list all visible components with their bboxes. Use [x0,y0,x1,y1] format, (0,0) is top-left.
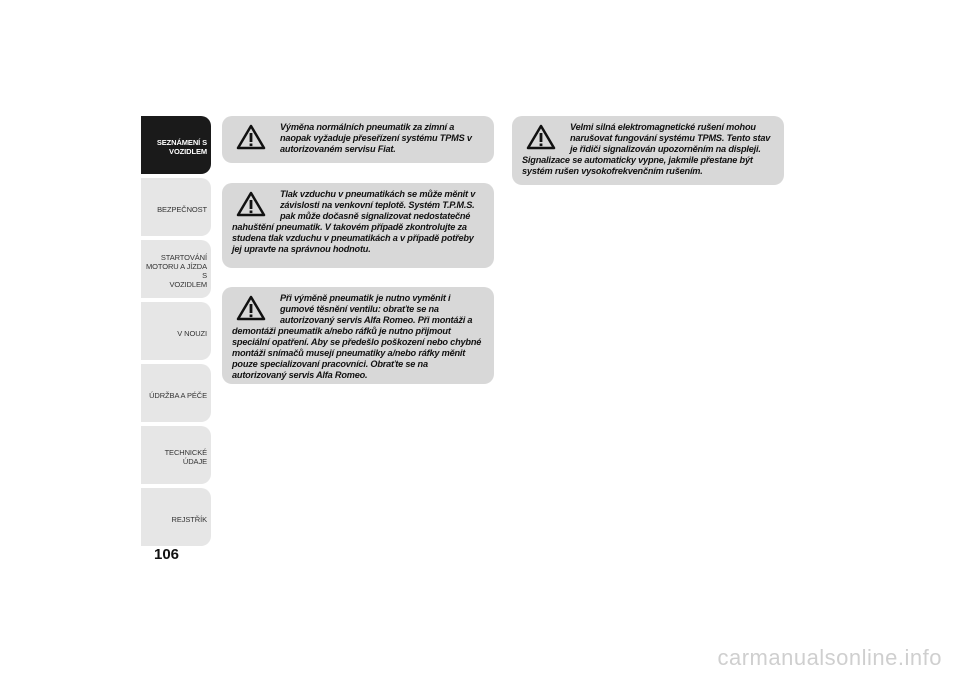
warning-box [222,287,494,384]
warning-text: Velmi silná elektromagnetické rušení mohou narušovat fungování systému TPMS. Tento stav je řidiči signalizován upozorněním na displeji. Signalizace se automaticky vypne, jakmile přestane být systém rušen vysokofrekvenčním rušením. [522,122,771,176]
tab-bezpecnost[interactable] [141,178,211,236]
tab-label: V NOUZI [177,328,207,338]
warning-text: Výměna normálních pneumatik za zimní a naopak vyžaduje přeseřízení systému TPMS v autorizovaném servisu Fiat. [280,122,472,154]
watermark: carmanualsonline.info [717,645,942,670]
warning-text: Tlak vzduchu v pneumatikách se může měnit v závislosti na venkovní teplotě. Systém T.P.M.S. pak může dočasně signalizovat nedostatečné nahuštění pneumatik. V takovém případě zkontrolujte za studena tlak vzduchu v pneumatikách a v případě potřeby jej upravte na správnou hodnotu. [232,189,476,254]
tab-label: ÚDRŽBA A PÉČE [149,390,207,400]
tab-udrzba-a-pece[interactable] [141,364,211,422]
tab-rejstrik[interactable] [141,488,211,546]
tab-label: SEZNÁMENÍ S VOZIDLEM [156,138,207,156]
warning-box [222,116,494,163]
tab-startovani-motoru[interactable] [141,240,211,298]
tab-seznameni-s-vozidlem[interactable] [141,116,211,174]
warning-triangle-icon [236,191,266,217]
tab-label: STARTOVÁNÍ MOTORU A JÍZDA S VOZIDLEM [146,253,207,289]
tab-label: REJSTŘÍK [171,514,207,524]
tab-label: TECHNICKÉ ÚDAJE [164,448,207,466]
warning-triangle-icon [236,295,266,321]
tab-v-nouzi[interactable] [141,302,211,360]
warning-box [512,116,784,185]
warning-text: Při výměně pneumatik je nutno vyměnit i gumové těsnění ventilu: obraťte se na autorizovaný servis Alfa Romeo. Při montáži a demontáži pneumatik a/nebo ráfků je nutno přijmout speciální opatření. Aby se předešlo poškození nebo chybné montáži snímačů musejí pneumatiky a/nebo ráfky měnit pouze specializovaní pracovníci. Obraťte se na autorizovaný servis Alfa Romeo. [232,293,482,380]
warning-triangle-icon [236,124,266,150]
warning-triangle-icon [526,124,556,150]
page-number: 106 [154,546,180,563]
tab-technicke-udaje[interactable] [141,426,211,484]
tab-label: BEZPEČNOST [157,204,207,214]
warning-box [222,183,494,268]
